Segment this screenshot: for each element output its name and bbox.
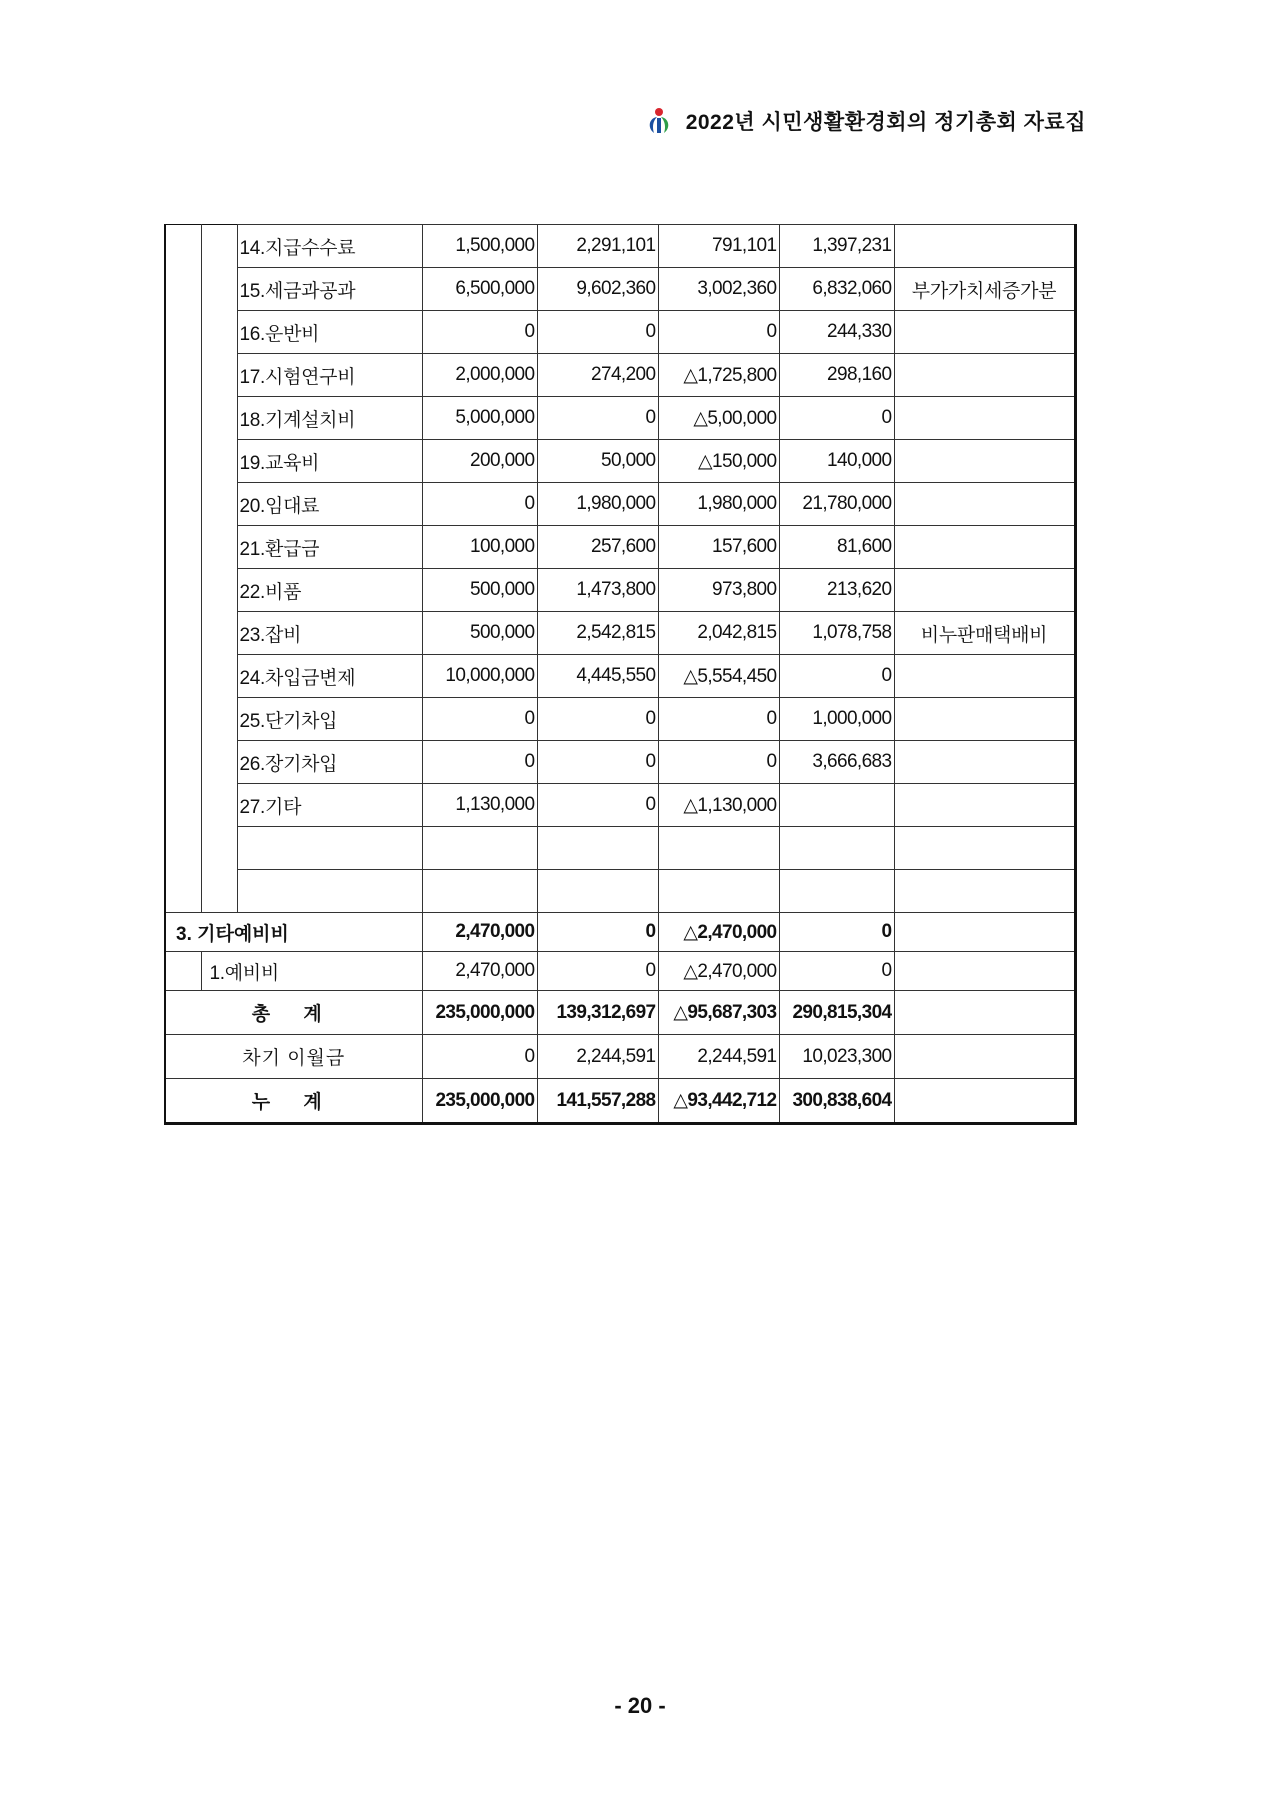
total-row (165, 991, 1075, 1035)
note-cell (894, 1079, 1075, 1124)
summary-label: 누 계 (165, 1079, 422, 1124)
amount-cell: 1,397,231 (779, 225, 894, 268)
table-row (165, 483, 1075, 526)
empty-cell (779, 827, 894, 870)
organization-logo-icon (644, 106, 674, 136)
amount-cell: 235,000,000 (422, 1079, 537, 1124)
amount-cell: 213,620 (779, 569, 894, 612)
note-cell (894, 913, 1075, 952)
indent-cell (165, 741, 201, 784)
section-label: 3. 기타예비비 (165, 913, 422, 952)
indent-cell (165, 870, 201, 913)
amount-cell: 10,023,300 (779, 1035, 894, 1079)
indent-cell (201, 569, 237, 612)
amount-cell: 0 (537, 698, 658, 741)
amount-cell (779, 784, 894, 827)
amount-cell: 4,445,550 (537, 655, 658, 698)
indent-cell (201, 483, 237, 526)
table-row (165, 268, 1075, 311)
empty-cell (894, 870, 1075, 913)
amount-cell: 3,002,360 (658, 268, 779, 311)
item-label: 22.비품 (237, 569, 422, 612)
carryover-row (165, 1035, 1075, 1079)
amount-cell: 1,130,000 (422, 784, 537, 827)
amount-cell: 300,838,604 (779, 1079, 894, 1124)
table-row (165, 354, 1075, 397)
summary-label: 총 계 (165, 991, 422, 1035)
amount-cell: 0 (537, 741, 658, 784)
indent-cell (165, 483, 201, 526)
item-label: 1.예비비 (201, 952, 422, 991)
indent-cell (201, 397, 237, 440)
indent-cell (165, 268, 201, 311)
note-cell (894, 225, 1075, 268)
amount-cell: 0 (422, 311, 537, 354)
amount-cell: 0 (537, 397, 658, 440)
amount-cell: 244,330 (779, 311, 894, 354)
amount-cell: 0 (422, 698, 537, 741)
indent-cell (165, 784, 201, 827)
indent-cell (201, 827, 237, 870)
amount-cell: 2,244,591 (658, 1035, 779, 1079)
indent-cell (165, 397, 201, 440)
table-row (165, 569, 1075, 612)
indent-cell (201, 311, 237, 354)
note-cell (894, 397, 1075, 440)
amount-cell: 274,200 (537, 354, 658, 397)
item-label: 14.지급수수료 (237, 225, 422, 268)
note-cell (894, 952, 1075, 991)
table-row (165, 311, 1075, 354)
indent-cell (165, 354, 201, 397)
amount-cell: △1,725,800 (658, 354, 779, 397)
indent-cell (201, 741, 237, 784)
item-label: 16.운반비 (237, 311, 422, 354)
amount-cell: 0 (422, 483, 537, 526)
amount-cell: 973,800 (658, 569, 779, 612)
empty-cell (537, 870, 658, 913)
note-cell (894, 1035, 1075, 1079)
empty-cell (422, 870, 537, 913)
amount-cell: 1,980,000 (658, 483, 779, 526)
amount-cell: 1,980,000 (537, 483, 658, 526)
table-row (165, 698, 1075, 741)
amount-cell: 2,542,815 (537, 612, 658, 655)
amount-cell: 1,500,000 (422, 225, 537, 268)
amount-cell: △2,470,000 (658, 913, 779, 952)
item-label: 19.교육비 (237, 440, 422, 483)
amount-cell: 140,000 (779, 440, 894, 483)
amount-cell: 50,000 (537, 440, 658, 483)
document-title: 2022년 시민생활환경회의 정기총회 자료집 (685, 111, 1086, 134)
amount-cell: 0 (658, 741, 779, 784)
amount-cell: 500,000 (422, 569, 537, 612)
table-row (165, 952, 1075, 991)
item-label: 21.환급금 (237, 526, 422, 569)
amount-cell: 0 (779, 913, 894, 952)
amount-cell: 1,473,800 (537, 569, 658, 612)
amount-cell: 235,000,000 (422, 991, 537, 1035)
budget-table (164, 224, 1077, 1125)
amount-cell: 6,832,060 (779, 268, 894, 311)
indent-cell (201, 870, 237, 913)
table-row (165, 225, 1075, 268)
section-row (165, 913, 1075, 952)
amount-cell: △95,687,303 (658, 991, 779, 1035)
empty-cell (779, 870, 894, 913)
amount-cell: △5,00,000 (658, 397, 779, 440)
amount-cell: △2,470,000 (658, 952, 779, 991)
amount-cell: 9,602,360 (537, 268, 658, 311)
page-number: - 20 - (614, 1693, 666, 1718)
empty-cell (422, 827, 537, 870)
item-label: 25.단기차입 (237, 698, 422, 741)
note-cell (894, 741, 1075, 784)
document-header (644, 104, 1086, 138)
item-label: 20.임대료 (237, 483, 422, 526)
note-cell: 부가가치세증가분 (894, 268, 1075, 311)
indent-cell (165, 655, 201, 698)
table-row (165, 655, 1075, 698)
indent-cell (165, 569, 201, 612)
indent-cell (165, 311, 201, 354)
note-cell (894, 991, 1075, 1035)
amount-cell: 791,101 (658, 225, 779, 268)
table-row (165, 526, 1075, 569)
item-label: 23.잡비 (237, 612, 422, 655)
indent-cell (201, 784, 237, 827)
amount-cell: △1,130,000 (658, 784, 779, 827)
empty-cell (894, 827, 1075, 870)
amount-cell: 0 (422, 741, 537, 784)
indent-cell (165, 526, 201, 569)
amount-cell: 0 (537, 784, 658, 827)
indent-cell (201, 655, 237, 698)
amount-cell: 0 (537, 952, 658, 991)
amount-cell: 6,500,000 (422, 268, 537, 311)
note-cell (894, 655, 1075, 698)
amount-cell: 0 (658, 311, 779, 354)
note-cell (894, 354, 1075, 397)
amount-cell: 100,000 (422, 526, 537, 569)
empty-cell (537, 827, 658, 870)
indent-cell (165, 440, 201, 483)
empty-cell (658, 870, 779, 913)
indent-cell (201, 526, 237, 569)
note-cell (894, 569, 1075, 612)
indent-cell (165, 612, 201, 655)
indent-cell (165, 698, 201, 741)
amount-cell: 1,000,000 (779, 698, 894, 741)
amount-cell: 0 (779, 952, 894, 991)
amount-cell: 257,600 (537, 526, 658, 569)
amount-cell: 0 (422, 1035, 537, 1079)
note-cell (894, 440, 1075, 483)
empty-row (165, 870, 1075, 913)
empty-row (165, 827, 1075, 870)
note-cell (894, 698, 1075, 741)
indent-cell (201, 440, 237, 483)
empty-cell (658, 827, 779, 870)
note-cell (894, 784, 1075, 827)
table-row (165, 612, 1075, 655)
amount-cell: 21,780,000 (779, 483, 894, 526)
amount-cell: 0 (537, 311, 658, 354)
indent-cell (201, 698, 237, 741)
table-row (165, 440, 1075, 483)
amount-cell: 1,078,758 (779, 612, 894, 655)
amount-cell: 298,160 (779, 354, 894, 397)
amount-cell: 157,600 (658, 526, 779, 569)
empty-cell (237, 827, 422, 870)
item-label: 18.기계설치비 (237, 397, 422, 440)
item-label: 26.장기차입 (237, 741, 422, 784)
item-label: 24.차입금변제 (237, 655, 422, 698)
amount-cell: 2,291,101 (537, 225, 658, 268)
table-row (165, 784, 1075, 827)
item-label: 15.세금과공과 (237, 268, 422, 311)
item-label: 17.시험연구비 (237, 354, 422, 397)
amount-cell: 2,470,000 (422, 913, 537, 952)
amount-cell: △5,554,450 (658, 655, 779, 698)
indent-cell (201, 354, 237, 397)
amount-cell: 141,557,288 (537, 1079, 658, 1124)
amount-cell: 2,042,815 (658, 612, 779, 655)
indent-cell (165, 827, 201, 870)
amount-cell: 290,815,304 (779, 991, 894, 1035)
amount-cell: 10,000,000 (422, 655, 537, 698)
indent-cell (201, 612, 237, 655)
amount-cell: 81,600 (779, 526, 894, 569)
amount-cell: 0 (658, 698, 779, 741)
indent-cell (165, 225, 201, 268)
table-row (165, 397, 1075, 440)
note-cell: 비누판매택배비 (894, 612, 1075, 655)
amount-cell: 139,312,697 (537, 991, 658, 1035)
amount-cell: 0 (779, 655, 894, 698)
indent-cell (201, 268, 237, 311)
note-cell (894, 483, 1075, 526)
amount-cell: 500,000 (422, 612, 537, 655)
amount-cell: △150,000 (658, 440, 779, 483)
cumulative-row (165, 1079, 1075, 1124)
amount-cell: △93,442,712 (658, 1079, 779, 1124)
amount-cell: 200,000 (422, 440, 537, 483)
indent-cell (201, 225, 237, 268)
amount-cell: 5,000,000 (422, 397, 537, 440)
amount-cell: 0 (779, 397, 894, 440)
amount-cell: 0 (537, 913, 658, 952)
summary-label: 차기 이월금 (165, 1035, 422, 1079)
table-row (165, 741, 1075, 784)
note-cell (894, 311, 1075, 354)
empty-cell (237, 870, 422, 913)
note-cell (894, 526, 1075, 569)
amount-cell: 2,000,000 (422, 354, 537, 397)
amount-cell: 3,666,683 (779, 741, 894, 784)
amount-cell: 2,244,591 (537, 1035, 658, 1079)
item-label: 27.기타 (237, 784, 422, 827)
indent-cell (165, 952, 201, 991)
amount-cell: 2,470,000 (422, 952, 537, 991)
